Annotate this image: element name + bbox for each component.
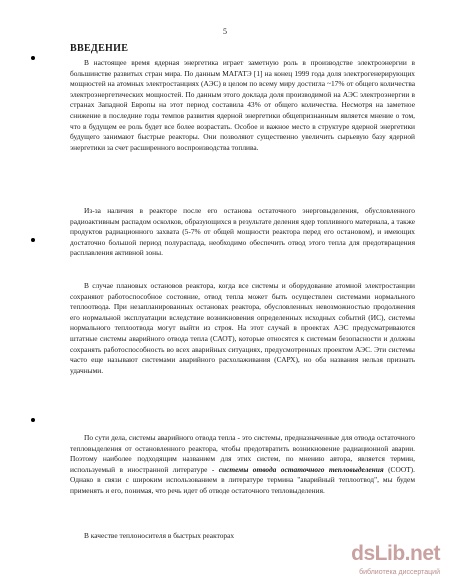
paragraph-coolant — [70, 531, 415, 542]
margin-bullet — [31, 418, 35, 422]
watermark — [322, 542, 440, 576]
paragraph-residual-heat-text: Из-за наличия в реакторе после его останова остаточного энерговыделения, обусловленного радиоактивным распадом осколков, образующихся в результате деления ядер топливного материала, а также продуктов радиационного захвата (5-7% от общей мощности реактора перед его остановом), и имеющих достаточно большой период полураспада, необходимо обеспечить отвод этого тепла для предотвращения расплавления активной зоны. — [70, 206, 415, 258]
page-number: 5 — [223, 27, 227, 36]
paragraph-shutdown-systems-text: В случае плановых остановов реактора, когда все системы и оборудование атомной электростанции сохраняют работоспособное состояние, отвод тепла может быть осуществлен системами нормального теплоотвода. При незапланированных остановах реактора, обусловленных невозможностью продолжения его нормальной эксплуатации вследствие возникновения определенных исходных событий (ИС), системы нормального теплоотвода могут выйти из строя. На этот случай в проектах АЭС предусматриваются штатные системы аварийного отвода тепла (САОТ), которые относятся к системам безопасности и должны сохранять работоспособность во всех аварийных ситуациях, предусмотренных проектом АЭС. Эти системы часто еще называют системами аварийного расхолаживания (САРХ), но оба названия нельзя признать удачными. — [70, 281, 415, 375]
paragraph-shutdown-systems — [70, 281, 415, 376]
watermark-tagline: библиотека диссертаций — [359, 569, 440, 576]
paragraph-coolant-text: В качестве теплоносителя в быстрых реакторах — [84, 531, 235, 540]
paragraph-intro — [70, 58, 415, 153]
paragraph-intro-text: В настоящее время ядерная энергетика играет заметную роль в производстве электроэнергии в большинстве развитых стран мира. По данным МАГАТЭ [1] на конец 1999 года доля электрогенерирующих мощностей на атомных электростанциях (АЭС) в целом по всему миру достигла ~17% от общего количества электроэнергетических мощностей. По данным этого доклада доля производимой на АЭС электроэнергии в странах Западной Европы на этот период составила 43% от общего количества. Несмотря на заметное снижение в последние годы темпов развития ядерной энергетики общепризнанным является мнение о том, что в будущем ее роль будет все более возрастать. Особое и важное место в структуре ядерной энергетики будущего занимают быстрые реакторы. Они позволяют существенно увеличить сырьевую базу ядерной энергетики за счет расширенного воспроизводства топлива. — [70, 58, 415, 152]
section-heading: ВВЕДЕНИЕ — [70, 43, 129, 54]
margin-bullet — [31, 238, 35, 242]
paragraph-residual-heat — [70, 206, 415, 259]
paragraph-terminology-text-start: По сути дела, системы аварийного отвода тепла - это системы, предназначенные для отвода остаточного тепловыделения от остановленного реактора, чтобы предотвратить возникновение радиационной аварии. Поэтому наиболее подходящим названием для этих систем, по мнению автора, является термин, используемый в иностранной литературе - — [70, 433, 415, 474]
paragraph-terminology — [70, 433, 415, 497]
watermark-logo: dsLib.net — [351, 542, 440, 565]
margin-bullet — [31, 56, 35, 60]
paragraph-terminology-text-end: (СООТ). Однако в связи с широким использованием в литературе термина "аварийный теплоотвод", мы будем применять и его, понимая, что речь идет об отводе остаточного тепловыделения. — [70, 464, 415, 495]
emphasized-term: системы отвода остаточного тепловыделения — [218, 464, 384, 474]
